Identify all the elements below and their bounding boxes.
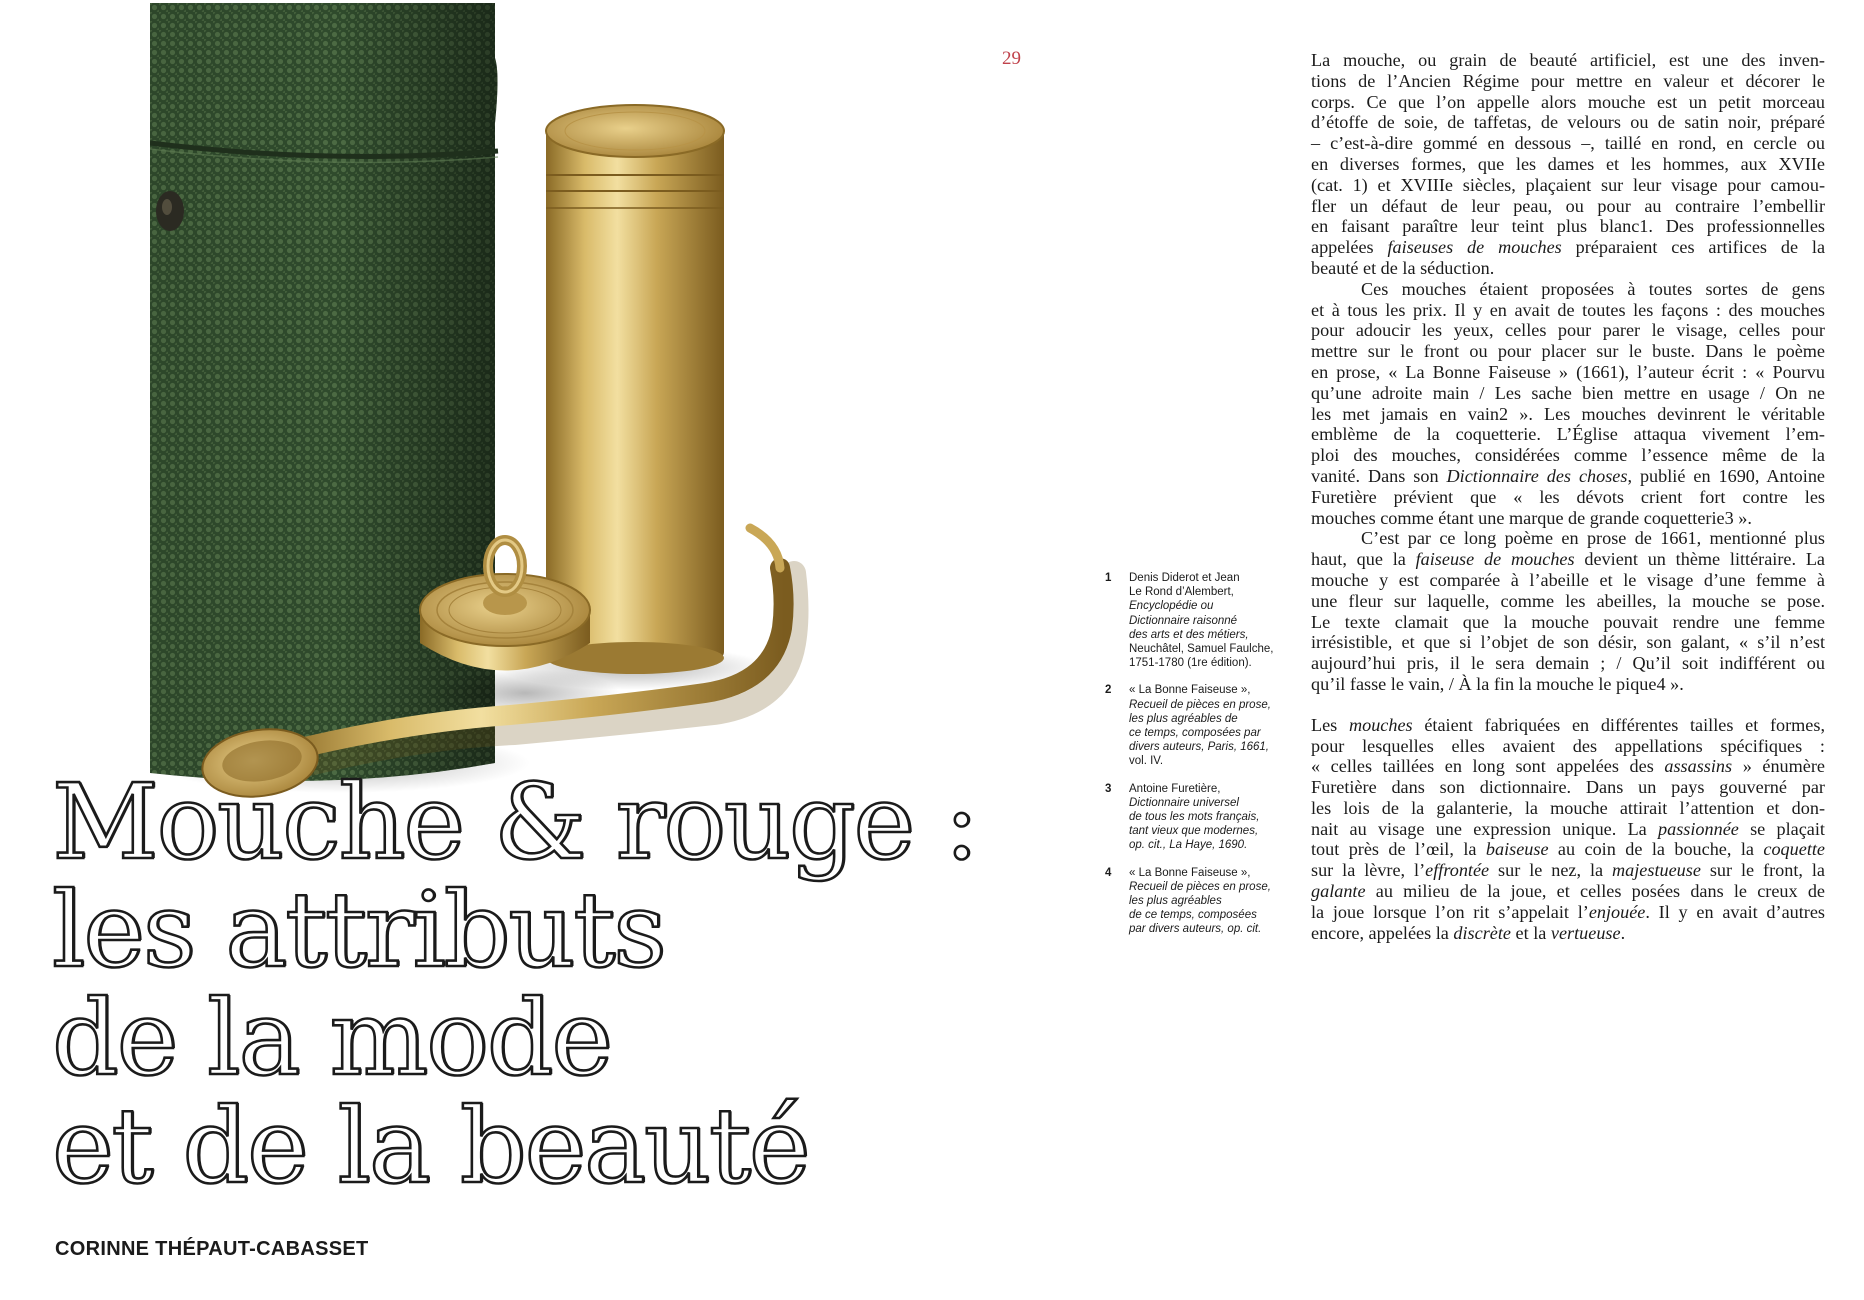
body-line: Furetière prévient que « les dévots crient fort contre les [1311, 486, 1825, 507]
footnote-line: Recueil de pièces en prose, [1129, 698, 1271, 711]
footnote-line: Le Rond d’Alembert, [1129, 586, 1234, 599]
footnote-number: 2 [1105, 684, 1112, 697]
body-line: une fleur sur laquelle, comme les abeilles, la mouche se pose. [1311, 590, 1825, 611]
body-line: pour lesquelles elles avaient des appellations spécifiques : [1311, 735, 1825, 756]
product-photo [150, 3, 940, 833]
body-line: en diverses formes, que les dames et les hommes, aux XVIIe [1311, 153, 1825, 174]
body-line: vanité. Dans son Dictionnaire des choses, publié en 1690, Antoine [1311, 465, 1825, 486]
body-line: irrésistible, et que si l’objet de son désir, son galant, « s’il n’est [1311, 632, 1825, 653]
footnote-line: « La Bonne Faiseuse », [1129, 866, 1251, 879]
author-name: CORINNE THÉPAUT-CABASSET [55, 1238, 369, 1260]
footnote-line: tant vieux que modernes, [1129, 825, 1259, 838]
body-line: mouches comme étant une marque de grande coquetterie3 ». [1311, 507, 1752, 528]
footnote [1105, 571, 1283, 670]
body-line: la joue lorsque l’on rit s’appelait l’enjouée. Il y en avait d’autres [1311, 901, 1826, 922]
footnote-number: 1 [1105, 572, 1112, 584]
article-title [52, 761, 978, 1207]
body-line: tout près de l’œil, la baiseuse au coin de la bouche, la coquette [1311, 839, 1825, 860]
body-line: La mouche, ou grain de beauté artificiel, est une des inven- [1311, 50, 1825, 70]
footnote-line: Denis Diderot et Jean [1129, 572, 1240, 584]
body-line: – c’est-à-dire gommé en dessous –, taillé en rond, en cercle ou [1311, 133, 1825, 154]
body-line: corps. Ce que l’on appelle alors mouche est un petit morceau [1311, 91, 1825, 112]
body-line: en prose, « La Bonne Faiseuse » (1661), l’auteur écrit : « Pourvu [1311, 361, 1825, 382]
footnote-line: divers auteurs, Paris, 1661, [1129, 741, 1269, 754]
body-paragraph [1311, 279, 1825, 529]
body-line: qu’il fasse le vain, / À la fin la mouche le pique4 ». [1311, 673, 1684, 694]
body-line: (cat. 1) et XVIIIe siècles, plaçaient sur leur visage pour camou- [1311, 174, 1825, 195]
body-line: haut, que la faiseuse de mouches devient un thème littéraire. La [1311, 549, 1826, 570]
footnote-line: « La Bonne Faiseuse », [1129, 684, 1251, 697]
title-line: et de la beauté [52, 1085, 809, 1207]
body-line: Ces mouches étaient proposées à toutes sortes de gens [1361, 278, 1825, 299]
body-line: Le texte clamait que la mouche pouvait rendre une femme [1311, 611, 1825, 632]
body-line: d’étoffe de soie, de taffetas, de velours ou de satin noir, préparé [1311, 112, 1825, 133]
footnote-line: les plus agréables de [1129, 712, 1238, 725]
body-line: encore, appelées la discrète et la vertueuse. [1311, 922, 1626, 943]
footnote-number: 4 [1105, 866, 1112, 879]
page-number: 29 [1002, 48, 1021, 69]
footnotes [1105, 571, 1283, 950]
body-line: nait au visage une expression unique. La passionnée se plaçait [1311, 818, 1825, 839]
body-line: Furetière dans son dictionnaire. Dans un pays gouverné par [1311, 777, 1825, 798]
body-text [1311, 50, 1825, 943]
footnote-line: de tous les mots français, [1129, 811, 1260, 824]
footnote-number: 3 [1105, 782, 1112, 795]
body-line: en faisant paraître leur teint plus blanc1. Des professionnelles [1311, 216, 1825, 237]
body-line: les met jamais en vain2 ». Les mouches devinrent le véritable [1311, 403, 1825, 424]
footnote-line: Neuchâtel, Samuel Faulche, [1129, 643, 1274, 656]
footnote-line: des arts et des métiers, [1129, 628, 1249, 641]
body-line: C’est par ce long poème en prose de 1661, mentionné plus [1361, 528, 1825, 549]
body-line: et à tous les prix. Il y en avait de toutes les façons : des mouches [1311, 299, 1825, 320]
body-line: appelées faiseuses de mouches préparaient ces artifices de la [1311, 237, 1826, 258]
body-line: qu’une adroite main / Les sache bien mettre en usage / On ne [1311, 382, 1825, 403]
body-line: aujourd’hui pris, il le sera demain ; / Qu’il soit indifférent ou [1311, 653, 1825, 674]
body-line: galante au milieu de la joue, et celles posées dans le creux de [1311, 881, 1825, 902]
body-line: mouche y est comparée à l’abeille et le visage d’une femme à [1311, 569, 1825, 590]
title-line: Mouche & rouge : [52, 761, 978, 883]
footnote-line: Recueil de pièces en prose, [1129, 880, 1271, 893]
body-line: mettre sur le front ou pour placer sur le buste. Dans le poème [1311, 341, 1825, 362]
footnote-line: les plus agréables [1129, 895, 1222, 908]
body-line: « celles taillées en long sont appelées des assassins » énumère [1311, 756, 1825, 777]
body-line: tions de l’Ancien Régime pour mettre en valeur et décorer le [1311, 70, 1825, 91]
body-line: pour adoucir les yeux, celles pour parer le visage, celles pour [1311, 320, 1825, 341]
body-line: sur la lèvre, l’effrontée sur le nez, la majestueuse sur le front, la [1311, 860, 1826, 881]
title-line: de la mode [52, 977, 611, 1099]
title-line: les attributs [52, 869, 665, 991]
footnote-line: Dictionnaire raisonné [1129, 614, 1238, 627]
footnote-line: Antoine Furetière, [1129, 782, 1221, 795]
footnote-line: vol. IV. [1129, 755, 1164, 768]
body-paragraph [1311, 528, 1825, 694]
footnote [1105, 782, 1283, 853]
footnote [1105, 683, 1283, 768]
footnote-line: Encyclopédie ou [1129, 600, 1214, 613]
footnote-line: Dictionnaire universel [1129, 796, 1239, 809]
body-line: les lois de la galanterie, la mouche attirait l’attention et don- [1311, 797, 1825, 818]
body-line: Les mouches étaient fabriquées en différentes tailles et formes, [1311, 714, 1826, 735]
body-line: fler un défaut de leur peau, ou pour au contraire l’embellir [1311, 195, 1825, 216]
footnote-line: de ce temps, composées [1129, 909, 1257, 922]
footnote-line: op. cit., La Haye, 1690. [1129, 839, 1248, 852]
body-line: emblème de la coquetterie. L’Église attaqua vivement l’em- [1311, 424, 1825, 445]
footnote [1105, 866, 1283, 937]
body-line: ploi des mouches, considérées comme l’essence même de la [1311, 445, 1825, 466]
footnote-line: 1751-1780 (1re édition). [1129, 657, 1252, 670]
body-paragraph [1311, 50, 1825, 279]
footnote-line: par divers auteurs, op. cit. [1129, 923, 1262, 936]
body-line: beauté et de la séduction. [1311, 257, 1495, 278]
body-paragraph [1311, 715, 1825, 944]
footnote-line: ce temps, composées par [1129, 727, 1261, 740]
